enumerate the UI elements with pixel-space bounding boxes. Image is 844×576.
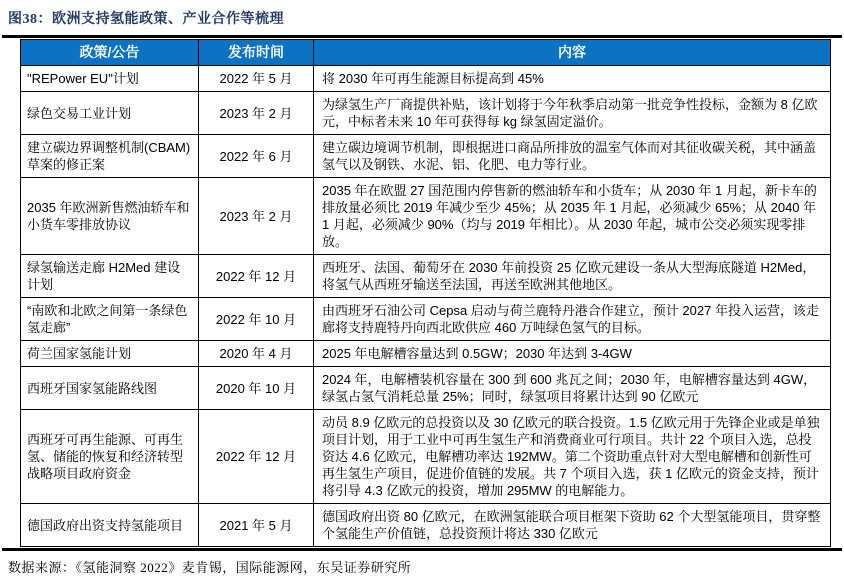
date-cell: 2022 年 5 月 bbox=[199, 66, 314, 92]
table-row bbox=[21, 178, 831, 255]
date-cell: 2023 年 2 月 bbox=[199, 92, 314, 135]
table-row bbox=[21, 367, 831, 410]
header-cell-content: 内容 bbox=[314, 40, 831, 66]
policy-table bbox=[20, 39, 831, 547]
policy-cell: 德国政府出资支持氢能项目 bbox=[21, 504, 199, 547]
header-cell-policy: 政策/公告 bbox=[21, 40, 199, 66]
date-cell: 2022 年 10 月 bbox=[199, 298, 314, 341]
content-cell: 将 2030 年可再生能源目标提高到 45% bbox=[314, 66, 831, 92]
date-cell: 2021 年 5 月 bbox=[199, 504, 314, 547]
top-rule bbox=[2, 35, 842, 38]
content-cell: 2024 年，电解槽装机容量在 300 到 600 兆瓦之间；2030 年，电解槽容量达到 4GW，绿氢占氢气消耗总量 25%；同时，绿氢项目将累计达到 90 亿欧元 bbox=[314, 367, 831, 410]
content-cell: 动员 8.9 亿欧元的总投资以及 30 亿欧元的联合投资。1.5 亿欧元用于先锋企业或是单独项目计划，用于工业中可再生氢生产和消费商业可行项目。共计 22 个项目入选，总投资达 4.6 亿欧元，电解槽功率达 192MW。第二个资助重点针对大型电解槽和创新性可再生氢生产项目，促进价值链的发展。共 7 个项目入选，获 1 亿欧元的资金支持，预计将引导 4.3 亿欧元的投资，增加 295MW 的电解能力。 bbox=[314, 410, 831, 504]
table-row bbox=[21, 255, 831, 298]
content-cell: 西班牙、法国、葡萄牙在 2030 年前投资 25 亿欧元建设一条从大型海底隧道 H2Med，将氢气从西班牙输送至法国，再送至欧洲其他地区。 bbox=[314, 255, 831, 298]
table-row bbox=[21, 135, 831, 178]
table-body bbox=[21, 66, 831, 547]
policy-cell: "REPower EU"计划 bbox=[21, 66, 199, 92]
date-cell: 2020 年 10 月 bbox=[199, 367, 314, 410]
policy-cell: 荷兰国家氢能计划 bbox=[21, 341, 199, 367]
content-cell: 由西班牙石油公司 Cepsa 启动与荷兰鹿特丹港合作建立，预计 2027 年投入运营，该走廊将支持鹿特丹向西北欧供应 460 万吨绿色氢气的目标。 bbox=[314, 298, 831, 341]
table-row bbox=[21, 504, 831, 547]
content-cell: 建立碳边境调节机制，即根据进口商品所排放的温室气体而对其征收碳关税，其中涵盖氢气以及钢铁、水泥、铝、化肥、电力等行业。 bbox=[314, 135, 831, 178]
date-cell: 2022 年 12 月 bbox=[199, 410, 314, 504]
policy-cell: 建立碳边界调整机制(CBAM)草案的修正案 bbox=[21, 135, 199, 178]
content-cell: 为绿氢生产厂商提供补贴，该计划将于今年秋季启动第一批竞争性投标，金额为 8 亿欧元，中标者未来 10 年可获得每 kg 绿氢固定溢价。 bbox=[314, 92, 831, 135]
content-cell: 2025 年电解槽容量达到 0.5GW；2030 年达到 3-4GW bbox=[314, 341, 831, 367]
data-source: 数据来源：《氢能洞察 2022》麦肯锡，国际能源网，东吴证券研究所 bbox=[8, 560, 412, 575]
policy-cell: 2035 年欧洲新售燃油轿车和小货车零排放协议 bbox=[21, 178, 199, 255]
table-row bbox=[21, 66, 831, 92]
table-row bbox=[21, 341, 831, 367]
header-cell-date: 发布时间 bbox=[199, 40, 314, 66]
bottom-rule bbox=[2, 548, 842, 551]
date-cell: 2023 年 2 月 bbox=[199, 178, 314, 255]
content-cell: 德国政府出资 80 亿欧元，在欧洲氢能联合项目框架下资助 62 个大型氢能项目，贯穿整个氢能生产价值链，总投资预计将达 330 亿欧元 bbox=[314, 504, 831, 547]
date-cell: 2022 年 12 月 bbox=[199, 255, 314, 298]
policy-cell: 西班牙可再生能源、可再生氢、储能的恢复和经济转型战略项目政府资金 bbox=[21, 410, 199, 504]
table-header-row bbox=[21, 40, 831, 66]
table-row bbox=[21, 298, 831, 341]
date-cell: 2020 年 4 月 bbox=[199, 341, 314, 367]
policy-cell: 西班牙国家氢能路线图 bbox=[21, 367, 199, 410]
table-row bbox=[21, 410, 831, 504]
policy-cell: “南欧和北欧之间第一条绿色氢走廊” bbox=[21, 298, 199, 341]
date-cell: 2022 年 6 月 bbox=[199, 135, 314, 178]
figure-title: 图38：欧洲支持氢能政策、产业合作等梳理 bbox=[8, 12, 284, 27]
policy-cell: 绿氢输送走廊 H2Med 建设计划 bbox=[21, 255, 199, 298]
content-cell: 2035 年在欧盟 27 国范围内停售新的燃油轿车和小货车；从 2030 年 1 月起，新卡车的排放量必须比 2019 年减少至少 45%；从 2035 年 1 月起，必须减少 65%；从 2040 年 1 月起，必须减少 90%（均与 2019 年相比）。从 2030 年起，城市公交必须实现零排放。 bbox=[314, 178, 831, 255]
table-row bbox=[21, 92, 831, 135]
policy-cell: 绿色交易工业计划 bbox=[21, 92, 199, 135]
